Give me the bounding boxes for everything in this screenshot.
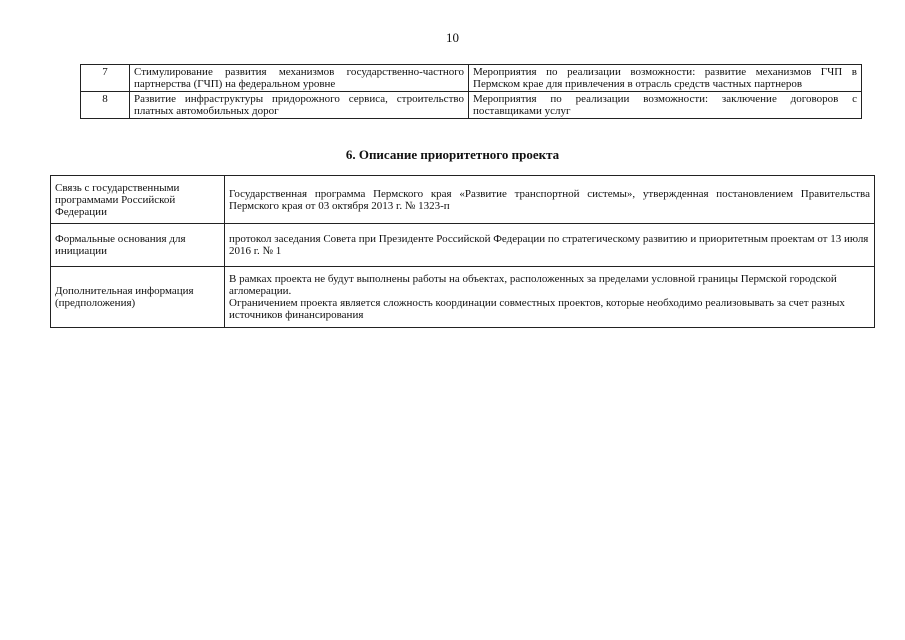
table-row <box>51 224 875 267</box>
opportunity-cell: Стимулирование развития механизмов государственно-частного партнерства (ГЧП) на федеральном уровне <box>130 65 469 92</box>
measures-table <box>80 64 862 119</box>
row-label: Формальные основания для инициации <box>51 224 225 267</box>
section-title: 6. Описание приоритетного проекта <box>345 147 560 162</box>
row-number: 8 <box>81 92 130 119</box>
page-number: 10 <box>446 30 459 45</box>
table-row <box>51 176 875 224</box>
row-value: протокол заседания Совета при Президенте Российской Федерации по стратегическому развитию и приоритетным проектам от 13 июля 2016 г. № 1 <box>225 224 875 267</box>
value-paragraph: В рамках проекта не будут выполнены работы на объектах, расположенных за пределами условной границы Пермской городской агломерации. <box>229 273 837 297</box>
row-label: Связь с государственными программами Российской Федерации <box>51 176 225 224</box>
table-row <box>81 65 862 92</box>
project-description-table <box>50 175 875 328</box>
table-row <box>51 267 875 328</box>
row-number: 7 <box>81 65 130 92</box>
row-value: Государственная программа Пермского края «Развитие транспортной системы», утвержденная постановлением Правительства Пермского края от 03 октября 2013 г. № 1323-п <box>225 176 875 224</box>
measures-cell: Мероприятия по реализации возможности: развитие механизмов ГЧП в Пермском крае для привлечения в отрасль средств частных партнеров <box>469 65 862 92</box>
measures-cell: Мероприятия по реализации возможности: заключение договоров с поставщиками услуг <box>469 92 862 119</box>
row-label: Дополнительная информация (предположения) <box>51 267 225 328</box>
table-row <box>81 92 862 119</box>
row-value <box>225 267 875 328</box>
opportunity-cell: Развитие инфраструктуры придорожного сервиса, строительство платных автомобильных дорог <box>130 92 469 119</box>
value-paragraph: Ограничением проекта является сложность координации совместных проектов, которые необходимо реализовывать за счет разных источников финансирования <box>229 297 845 321</box>
